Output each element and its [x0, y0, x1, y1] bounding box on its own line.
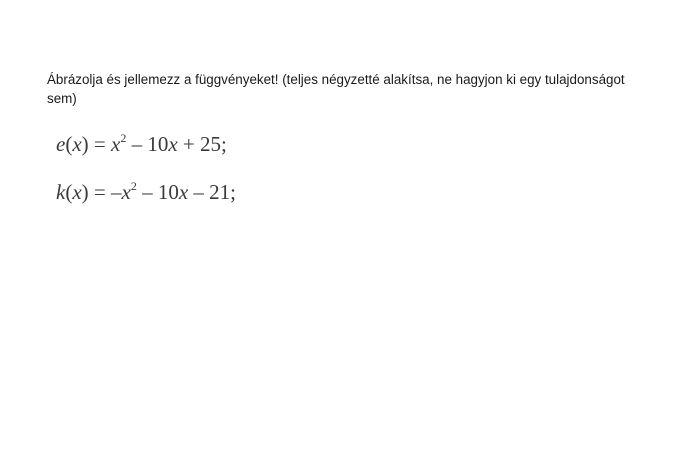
function-e-square-base: x [111, 132, 121, 156]
function-e-exponent: 2 [120, 131, 127, 145]
function-k-equals: = [88, 180, 111, 204]
function-k-name: k [56, 180, 66, 204]
function-k-square-base: x [121, 180, 131, 204]
function-k-sign: – [111, 180, 122, 204]
function-k-linear-var: x [178, 180, 189, 204]
function-e-name: e [56, 132, 66, 156]
function-e-arg: x [72, 132, 82, 156]
function-k-exponent: 2 [130, 179, 137, 193]
function-e-linear-coef: – 10 [126, 132, 169, 156]
task-instruction: Ábrázolja és jellemezz a függvényeket! (teljes négyzetté alakítsa, ne hagyjon ki egy tulajdonságot sem) [47, 72, 625, 106]
function-k-arg: x [72, 180, 82, 204]
function-e-formula: $e(x) = x^2 - 10x + 25$; [56, 131, 227, 156]
function-k-linear-coef: – 10 [136, 180, 179, 204]
function-e-linear-var: x [168, 132, 178, 156]
function-e-equals: = [88, 132, 111, 156]
function-k-constant: – 21; [188, 180, 236, 204]
function-k-formula: $k(x) = -x^2 - 10x - 21$; [56, 179, 236, 204]
function-e-constant: + 25; [177, 132, 227, 156]
